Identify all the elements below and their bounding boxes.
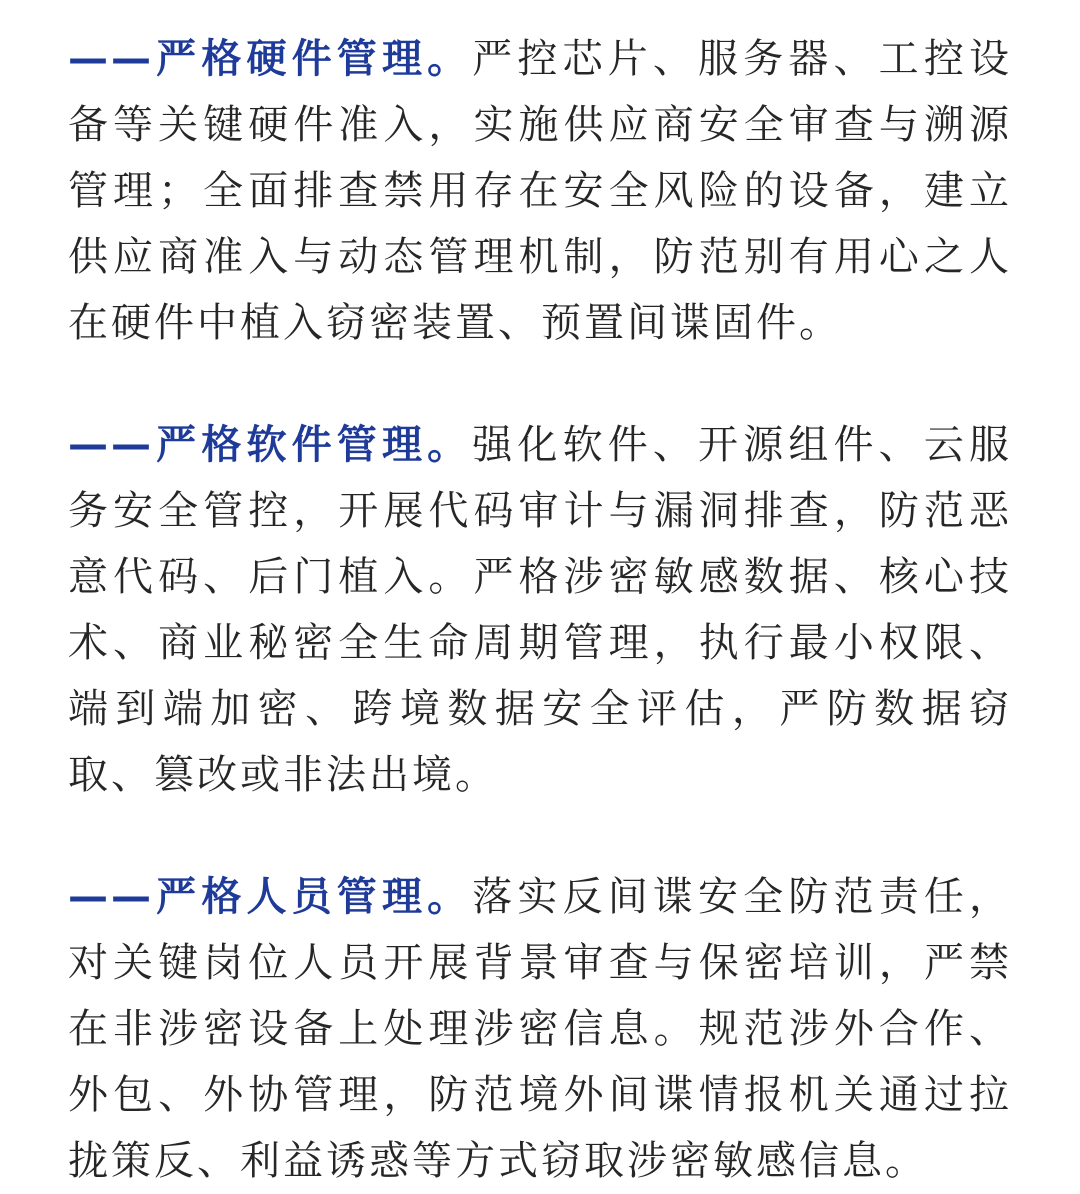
section-personnel <box>68 864 1012 1194</box>
lead-heading-hardware: ——严格硬件管理。 <box>68 36 473 82</box>
section-hardware <box>68 26 1012 356</box>
paragraph-hardware <box>68 26 1012 356</box>
body-text-personnel: 落实反间谍安全防范责任，对关键岗位人员开展背景审查与保密培训，严禁在非涉密设备上处理涉密信息。规范涉外合作、外包、外协管理，防范境外间谍情报机关通过拉拢策反、利益诱惑等方式窃取涉密敏感信息。 <box>68 874 1013 1184</box>
section-software <box>68 412 1012 808</box>
lead-heading-software: ——严格软件管理。 <box>68 422 473 468</box>
paragraph-software <box>68 412 1012 808</box>
lead-heading-personnel: ——严格人员管理。 <box>68 874 473 920</box>
body-text-hardware: 严控芯片、服务器、工控设备等关键硬件准入，实施供应商安全审查与溯源管理；全面排查禁用存在安全风险的设备，建立供应商准入与动态管理机制，防范别有用心之人在硬件中植入窃密装置、预置间谍固件。 <box>68 36 1013 346</box>
body-text-software: 强化软件、开源组件、云服务安全管控，开展代码审计与漏洞排查，防范恶意代码、后门植入。严格涉密敏感数据、核心技术、商业秘密全生命周期管理，执行最小权限、端到端加密、跨境数据安全评估，严防数据窃取、篡改或非法出境。 <box>68 422 1013 798</box>
paragraph-personnel <box>68 864 1012 1194</box>
